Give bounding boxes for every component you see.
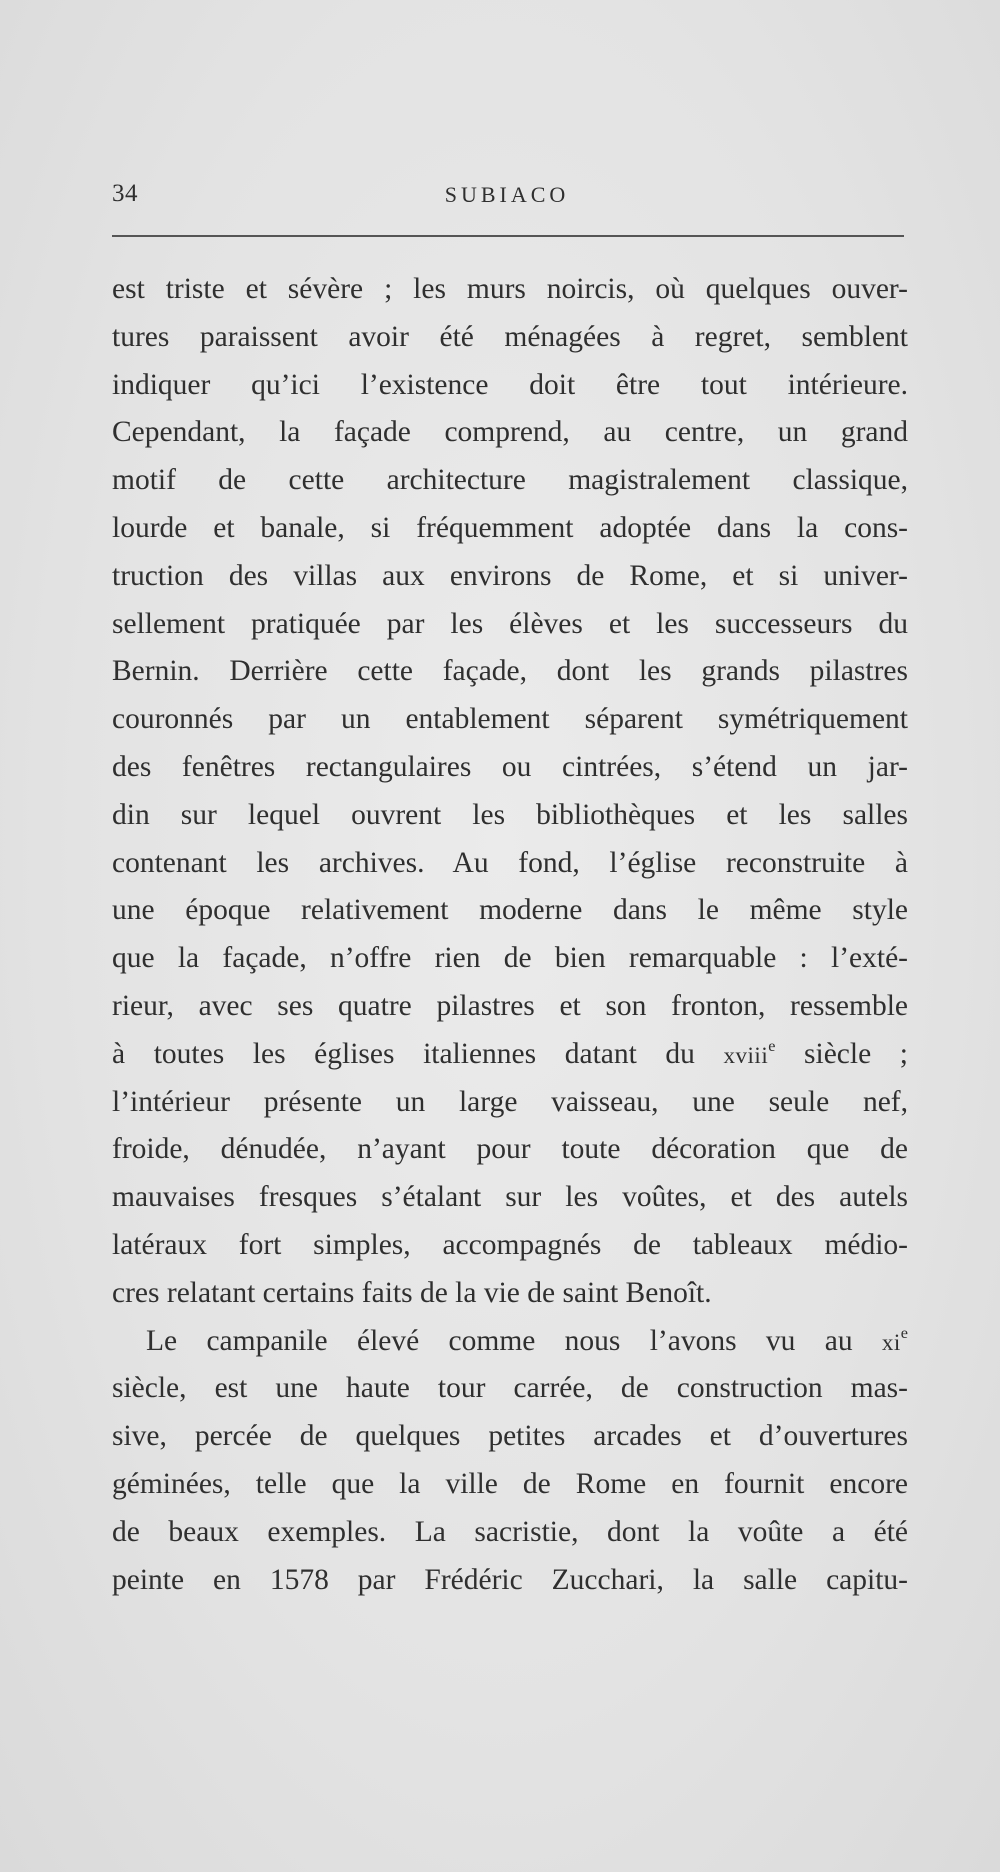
text-line: lourde et banale, si fréquemment adoptée dans la cons- [112, 511, 908, 544]
text-line: indiquer qu’ici l’existence doit être tout intérieure. [112, 368, 908, 401]
page-header [112, 180, 902, 220]
running-title: SUBIACO [444, 182, 570, 207]
text-run: siècle ; [775, 1037, 908, 1070]
text-line: sive, percée de quelques petites arcades et d’ouvertures [112, 1420, 908, 1453]
text-line: des fenêtres rectangulaires ou cintrées, s’étend un jar- [112, 750, 908, 783]
text-line: latéraux fort simples, accompagnés de tableaux médio- [112, 1228, 908, 1261]
text-line: est triste et sévère ; les murs noircis, où quelques ouver- [112, 273, 908, 305]
text-line: de beaux exemples. La sacristie, dont la voûte a été [112, 1515, 908, 1548]
body-text [112, 266, 908, 1604]
text-run: à toutes les églises italiennes datant du [112, 1037, 724, 1070]
text-line [112, 1318, 908, 1366]
text-line: une époque relativement moderne dans le même style [112, 894, 908, 927]
text-line: rieur, avec ses quatre pilastres et son fronton, ressemble [112, 989, 908, 1022]
text-line: l’intérieur présente un large vaisseau, une seule nef, [112, 1085, 908, 1118]
text-line: peinte en 1578 par Frédéric Zucchari, la salle capitu- [112, 1563, 908, 1596]
text-line: din sur lequel ouvrent les bibliothèques et les salles [112, 798, 908, 831]
superscript: e [768, 1036, 776, 1055]
superscript: e [900, 1323, 908, 1342]
text-line: truction des villas aux environs de Rome, et si univer- [112, 559, 908, 592]
text-line: Cependant, la façade comprend, au centre, un grand [112, 416, 908, 449]
century-numeral: xi [881, 1328, 901, 1355]
text-line: cres relatant certains faits de la vie de saint Benoît. [112, 1276, 712, 1309]
text-line: Bernin. Derrière cette façade, dont les grands pilastres [112, 655, 908, 688]
text-line: que la façade, n’offre rien de bien remarquable : l’exté- [112, 942, 908, 975]
page-number: 34 [112, 180, 138, 207]
text-line: froide, dénudée, n’ayant pour toute décoration que de [112, 1133, 908, 1166]
text-line: motif de cette architecture magistralement classique, [112, 464, 908, 497]
text-line: géminées, telle que la ville de Rome en fournit encore [112, 1467, 908, 1500]
text-run: Le campanile élevé comme nous l’avons vu au [146, 1324, 882, 1357]
text-line: couronnés par un entablement séparent symétriquement [112, 703, 908, 736]
century-numeral: xviii [723, 1041, 769, 1068]
text-line: contenant les archives. Au fond, l’église reconstruite à [112, 846, 908, 879]
text-line: siècle, est une haute tour carrée, de construction mas- [112, 1372, 908, 1405]
header-rule [112, 235, 904, 237]
text-line: sellement pratiquée par les élèves et les successeurs du [112, 607, 908, 640]
text-line: tures paraissent avoir été ménagées à regret, semblent [112, 320, 908, 353]
text-line [112, 1031, 908, 1079]
text-line: mauvaises fresques s’étalant sur les voûtes, et des autels [112, 1181, 908, 1214]
